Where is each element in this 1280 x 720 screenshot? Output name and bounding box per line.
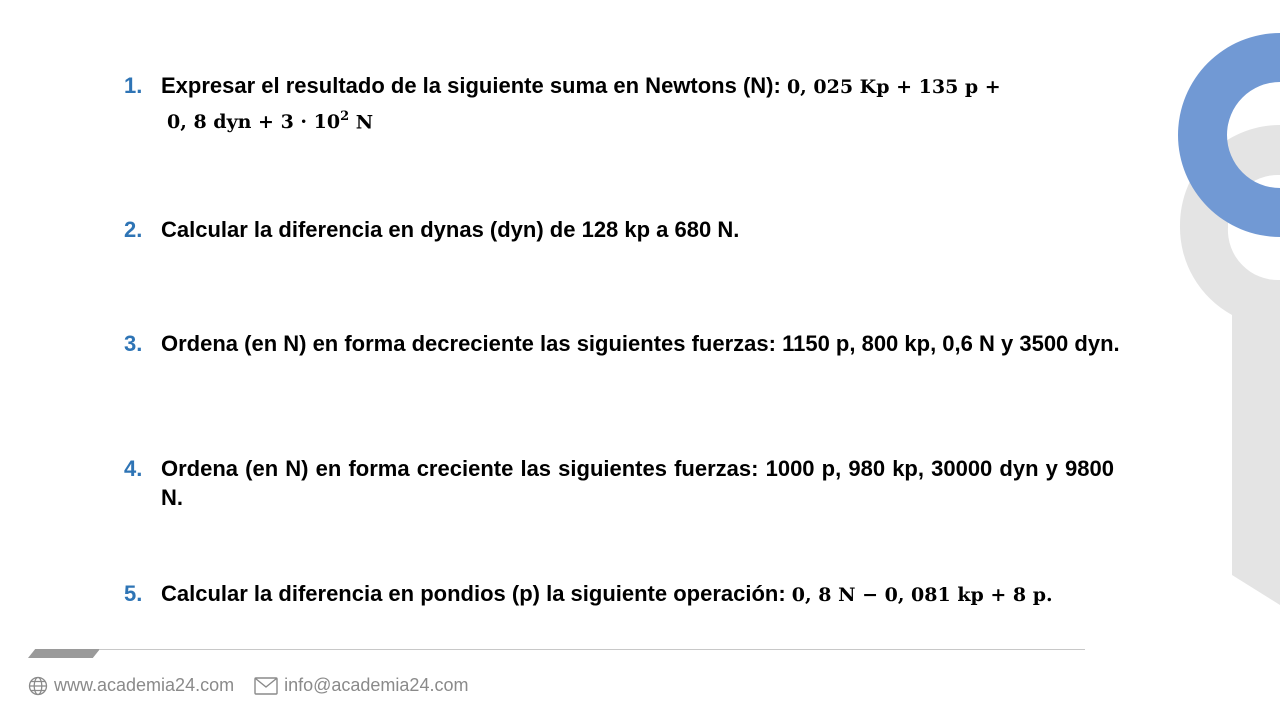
website-link[interactable]: www.academia24.com [54, 675, 235, 695]
footer [28, 675, 468, 696]
problem-statement: Calcular la diferencia en dynas (dyn) de 128 kp a 680 N. [161, 217, 740, 242]
gray-arc-decoration [1180, 125, 1280, 605]
math-exponent: 2 [340, 109, 350, 124]
problem-text [161, 579, 1221, 610]
problem-5 [124, 579, 1224, 610]
blue-ring-decoration [1178, 33, 1280, 237]
math-expression: 0, 8 N − 0, 081 kp + 8 p. [791, 584, 1053, 606]
problem-2 [124, 215, 1184, 244]
footer-email[interactable] [254, 675, 468, 696]
problem-number: 1. [124, 73, 143, 98]
problem-4 [124, 454, 1184, 512]
problem-statement: Calcular la diferencia en pondios (p) la siguiente operación: [161, 581, 792, 606]
math-expression-line2: 0, 8 dyn + 3 · 10 [167, 111, 341, 134]
problem-number: 3. [124, 331, 143, 356]
email-link[interactable]: info@academia24.com [284, 675, 469, 695]
problem-statement: Ordena (en N) en forma decreciente las siguientes fuerzas: 1150 p, 800 kp, 0,6 N y 3500 dyn. [161, 331, 1120, 356]
globe-icon [28, 676, 48, 696]
footer-divider [100, 649, 1085, 650]
footer-website[interactable] [28, 675, 234, 696]
problem-1 [124, 71, 1184, 137]
problem-number: 2. [124, 217, 143, 242]
mail-icon [254, 677, 278, 695]
math-expression: 0, 025 Kp + 135 p + [786, 76, 1001, 98]
problem-text [161, 71, 1151, 137]
problem-number: 4. [124, 456, 143, 481]
problem-statement: Ordena (en N) en forma creciente las siguientes fuerzas: 1000 p, 980 kp, 30000 dyn y 9800 N. [161, 456, 1114, 510]
math-unit: N [349, 111, 374, 134]
problem-statement: Expresar el resultado de la siguiente suma en Newtons (N): [161, 73, 787, 98]
problem-3 [124, 329, 1184, 358]
problem-number: 5. [124, 581, 143, 606]
footer-accent-tab [28, 649, 100, 658]
